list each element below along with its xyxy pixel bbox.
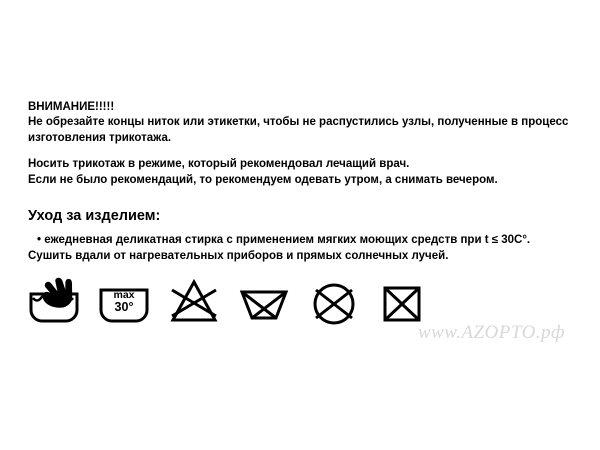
do-not-dry-clean-icon: [308, 276, 360, 328]
wash-temp-text: 30°: [114, 299, 134, 314]
warning-text: Не обрезайте концы ниток или этикетки, чтобы не распустились узлы, полученные в процесс изготовления трикотажа.: [28, 116, 569, 144]
care-bullet-1: • ежедневная деликатная стирка с применением мягких моющих средств при t ≤ 30C°.: [37, 234, 531, 246]
watermark: www.AZOPTO.рф: [418, 322, 566, 343]
do-not-iron-box-icon: [378, 276, 430, 328]
wear-text-line-2: Если не было рекомендаций, то рекомендуем одевать утром, а снимать вечером.: [28, 173, 498, 186]
do-not-bleach-icon: [168, 276, 220, 328]
document-content: [28, 100, 576, 264]
warning-title: ВНИМАНИЕ!!!!!: [28, 101, 115, 113]
wear-text-line-1: Носить трикотаж в режиме, который рекомендовал лечащий врач.: [28, 158, 410, 170]
wash-max-text: max: [113, 289, 135, 301]
care-bullet-2: Сушить вдали от нагревательных приборов и прямых солнечных лучей.: [28, 249, 449, 262]
care-symbols-row: [28, 268, 448, 328]
care-section-title: Уход за изделием:: [28, 208, 161, 224]
wash-max-30-icon: [98, 276, 150, 328]
hand-wash-icon: [28, 276, 80, 328]
do-not-tumble-dry-icon: [238, 276, 290, 328]
